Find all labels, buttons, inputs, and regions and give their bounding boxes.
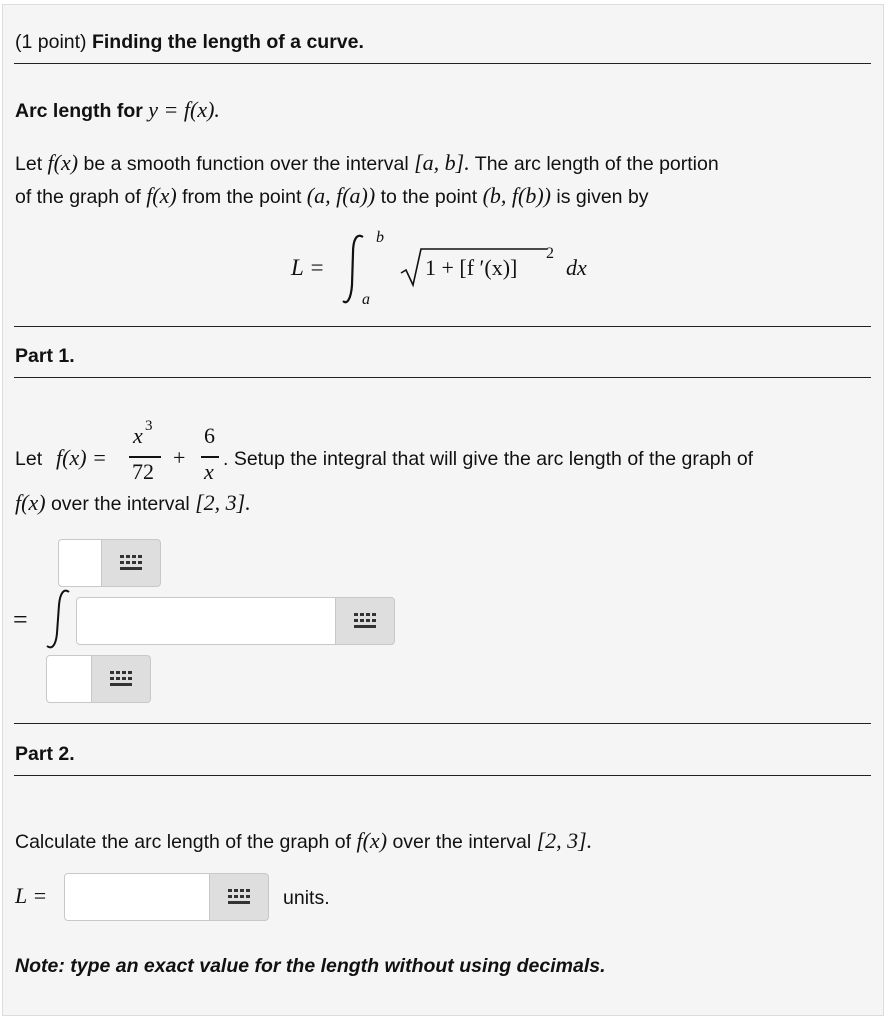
divider [14, 723, 871, 724]
text: Let [15, 448, 43, 470]
text: over the interval [392, 831, 532, 853]
frac2-denominator: x [204, 459, 214, 484]
problem-card [2, 4, 884, 1016]
frac1-numerator: x [133, 423, 143, 448]
formula-lower-limit: a [362, 291, 370, 308]
intro-line-1 [15, 150, 719, 176]
lower-limit-keyboard-button[interactable] [91, 655, 151, 703]
formula-radicand: 1 + [f ′(x)] [425, 255, 518, 280]
math: [2, 3]. [536, 828, 593, 853]
math: f(x) [356, 828, 388, 853]
divider [14, 775, 871, 776]
text: to the point [380, 186, 478, 208]
text: Let [15, 153, 43, 175]
math-f-eq: f(x) = [56, 445, 107, 470]
text: be a smooth function over the interval [83, 153, 409, 175]
frac2-numerator: 6 [204, 423, 215, 448]
note-text: Note: type an exact value for the length without using decimals. [15, 955, 606, 977]
intro-line-2 [15, 183, 649, 209]
problem-title: Finding the length of a curve. [91, 31, 364, 53]
math: [a, b]. [414, 150, 470, 175]
frac1-denominator: 72 [132, 459, 154, 484]
math: [2, 3]. [195, 490, 251, 515]
intro-heading-math: y = f(x). [148, 97, 220, 122]
math: (a, f(a)) [306, 183, 376, 208]
divider [14, 377, 871, 378]
arc-length-keyboard-button[interactable] [209, 873, 269, 921]
part2-label: Part 2. [15, 743, 75, 765]
part1-label: Part 1. [15, 345, 75, 367]
keypad-grid-icon [228, 889, 250, 905]
text: of the graph of [15, 186, 141, 208]
text: from the point [182, 186, 302, 208]
math: (b, f(b)) [482, 183, 551, 208]
math: f(x) [47, 150, 79, 175]
part1-line-2 [15, 490, 251, 516]
formula-lhs: L = [291, 255, 325, 280]
keypad-grid-icon [110, 671, 132, 687]
formula-exponent: 2 [546, 245, 554, 262]
formula-dx: dx [566, 255, 587, 280]
part2-statement [15, 828, 592, 854]
units-label: units. [283, 887, 330, 909]
plus-sign: + [173, 445, 186, 470]
math: f(x) [146, 183, 177, 208]
integrand-keyboard-button[interactable] [335, 597, 395, 645]
upper-limit-input[interactable] [58, 539, 102, 587]
math: f(x) [15, 490, 46, 515]
frac1-num-exponent: 3 [145, 418, 153, 434]
fraction-bar [201, 456, 219, 458]
integral-sign-icon [45, 587, 75, 651]
text: The arc length of the portion [474, 153, 719, 175]
problem-header [15, 31, 364, 54]
answer-lhs: L = [15, 883, 48, 908]
keypad-grid-icon [354, 613, 376, 629]
intro-heading [15, 97, 220, 123]
text: Calculate the arc length of the graph of [15, 831, 352, 853]
equals-sign: = [13, 605, 28, 634]
upper-limit-keyboard-button[interactable] [101, 539, 161, 587]
arc-length-input[interactable] [64, 873, 210, 921]
lower-limit-input[interactable] [46, 655, 92, 703]
text: over the interval [50, 493, 190, 515]
text: is given by [556, 186, 649, 208]
points-label: (1 point) [15, 31, 87, 53]
text: . Setup the integral that will give the arc length of the graph of [223, 448, 754, 470]
intro-heading-text: Arc length for [15, 100, 143, 122]
divider [14, 326, 871, 327]
integrand-input[interactable] [76, 597, 336, 645]
formula-upper-limit: b [376, 229, 384, 246]
divider [14, 63, 871, 64]
fraction-bar [129, 456, 161, 458]
keypad-grid-icon [120, 555, 142, 571]
